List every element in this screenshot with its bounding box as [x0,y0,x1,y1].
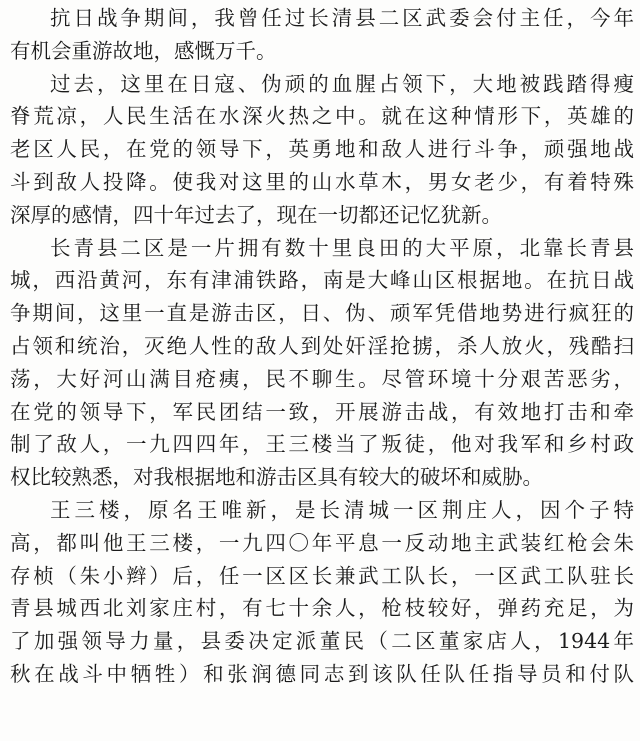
paragraph-2-line-1: 过去，这里在日寇、伪顽的血腥占领下，大地被践踏得瘦 [50,71,634,96]
paragraph-4-line-2: 高，都叫他王三楼，一九四〇年平息一反动地主武装红枪会朱 [10,530,634,555]
paragraph-2-line-4: 斗到敌人投降。使我对这里的山水草木，男女老少，有着特殊 [10,169,634,194]
paragraph-1-line-2: 有机会重游故地，感慨万千。 [10,38,277,63]
paragraph-3-line-5: 荡，大好河山满目疮痍，民不聊生。尽管环境十分艰苦恶劣， [10,366,634,391]
paragraph-4-line-6: 秋在战斗中牺牲）和张润德同志到该队任队任指导员和付队 [10,661,634,686]
paragraph-4-line-4: 青县城西北刘家庄村，有七十余人，枪枝较好，弹药充足，为 [10,596,634,621]
paragraph-3-line-2: 城，西沿黄河，东有津浦铁路，南是大峰山区根据地。在抗日战 [10,268,634,293]
paragraph-1-line-1: 抗日战争期间，我曾任过长清县二区武委会付主任，今年 [50,6,634,30]
paragraph-4-line-3: 存桢（朱小辫）后，任一区区长兼武工队长，一区武工队驻长 [10,563,634,588]
paragraph-3-line-4: 占领和统治，灭绝人性的敌人到处奸淫抢掳，杀人放火，残酷扫 [10,333,634,358]
paragraph-3-line-1: 长青县二区是一片拥有数十里良田的大平原，北靠长青县 [50,235,634,260]
paragraph-3-line-3: 争期间，这里一直是游击区，日、伪、顽军凭借地势进行疯狂的 [10,301,634,326]
paragraph-4-line-1: 王三楼，原名王唯新，是长清城一区荆庄人，因个子特 [50,497,634,522]
paragraph-3-line-6: 在党的领导下，军民团结一致，开展游击战，有效地打击和牵 [10,399,634,424]
paragraph-3-line-8: 权比较熟悉，对我根据地和游击区具有较大的破坏和威胁。 [10,465,543,490]
paragraph-2-line-3: 老区人民，在党的领导下，英勇地和敌人进行斗争，顽强地战 [10,137,634,162]
paragraph-2-line-2: 脊荒凉，人民生活在水深火热之中。就在这种情形下，英雄的 [10,104,634,129]
paragraph-4-line-5: 了加强领导力量，县委决定派董民（二区董家店人，1944年 [10,629,634,654]
paragraph-3-line-7: 制了敌人，一九四四年，王三楼当了叛徒，他对我军和乡村政 [10,432,634,457]
document-body [10,2,634,691]
paragraph-2-line-5: 深厚的感情，四十年过去了，现在一切都还记忆犹新。 [10,202,502,227]
